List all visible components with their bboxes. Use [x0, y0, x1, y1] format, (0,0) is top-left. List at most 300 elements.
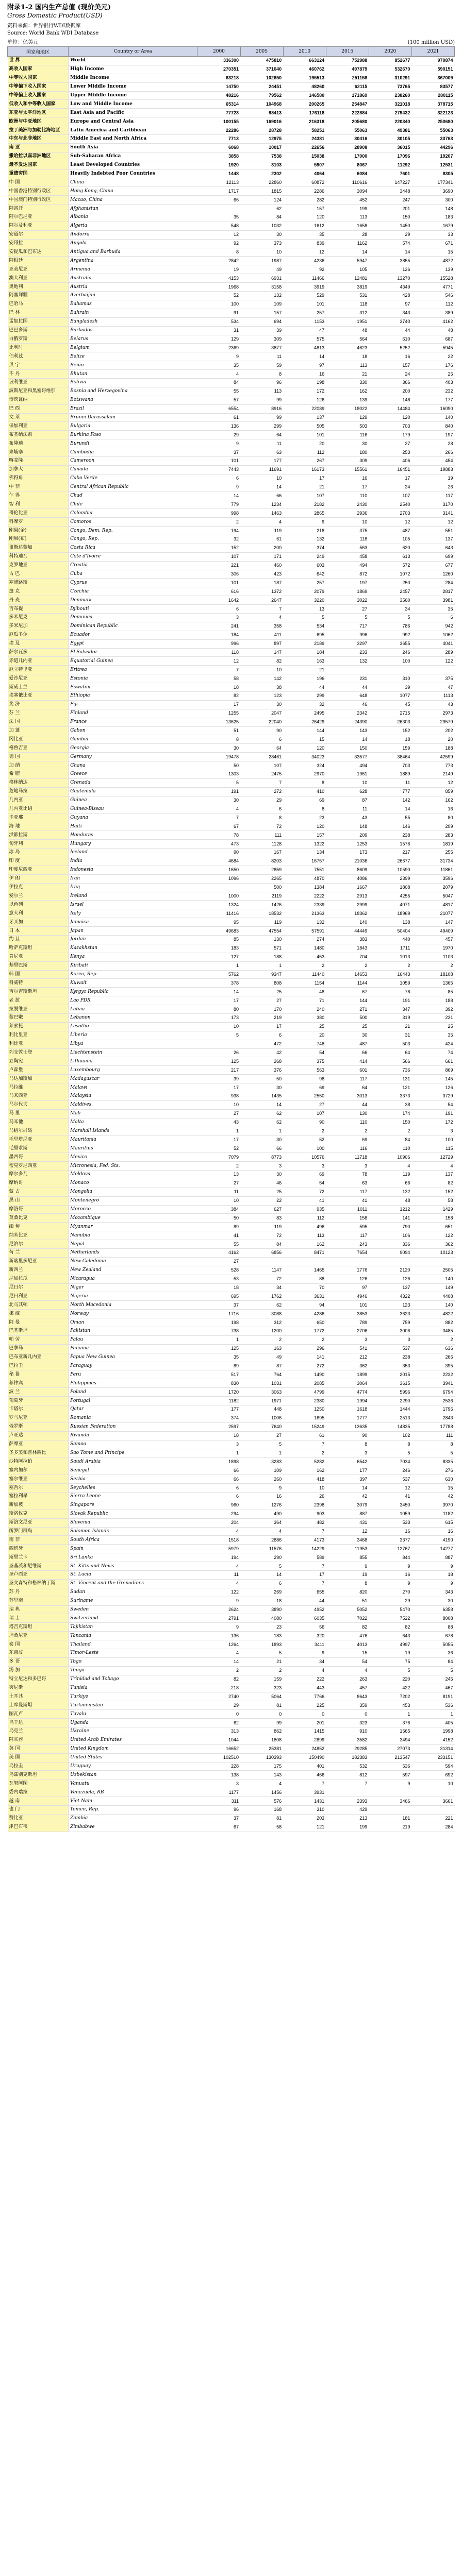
country-name-en: Panama: [69, 1344, 197, 1353]
country-name-en: Bulgaria: [69, 422, 197, 431]
gdp-value-cell: 69: [283, 1083, 326, 1092]
gdp-value-cell: 14: [197, 988, 240, 996]
gdp-value-cell: 589: [283, 1553, 326, 1562]
country-name-cn: 马尔代夫: [8, 1100, 69, 1109]
gdp-value-cell: 2380: [283, 1397, 326, 1405]
table-row: [8, 761, 455, 770]
country-name-cn: 厄瓜多尔: [8, 631, 69, 639]
gdp-value-cell: 120: [369, 413, 411, 422]
gdp-value-cell: 3094: [326, 187, 369, 196]
gdp-value-cell: 126: [369, 265, 411, 274]
gdp-value-cell: 12729: [411, 1153, 454, 1162]
country-name-cn: 赞比亚: [8, 1814, 69, 1823]
gdp-value-cell: 115: [411, 1144, 454, 1153]
gdp-value-cell: 64: [240, 431, 283, 439]
gdp-value-cell: 3: [197, 614, 240, 622]
gdp-value-cell: 610: [369, 335, 411, 344]
gdp-value-cell: 7640: [240, 1422, 283, 1431]
country-name-en: Samoa: [69, 1440, 197, 1449]
gdp-value-cell: 1072: [369, 570, 411, 579]
table-row: [8, 1205, 455, 1214]
gdp-value-cell: 137: [283, 413, 326, 422]
gdp-value-cell: 48: [369, 1196, 411, 1205]
country-name-cn: 新喀里多尼亚: [8, 1257, 69, 1266]
gdp-value-cell: 1: [240, 961, 283, 970]
country-name-en: Latvia: [69, 1005, 197, 1014]
gdp-value-cell: 4952: [283, 1605, 326, 1614]
gdp-value-cell: 44449: [326, 927, 369, 936]
gdp-value-cell: 241: [197, 622, 240, 631]
table-row: [8, 1162, 455, 1171]
gdp-value-cell: 63218: [197, 74, 240, 82]
country-name-cn: 印度尼西亚: [8, 866, 69, 874]
table-row: [8, 535, 455, 544]
gdp-value-cell: 7202: [369, 1692, 411, 1701]
table-row: [8, 1136, 455, 1144]
gdp-value-cell: 72: [240, 1231, 283, 1240]
country-name-en: Japan: [69, 927, 197, 936]
gdp-value-cell: 196: [283, 674, 326, 683]
country-name-en: Europe and Central Asia: [69, 117, 197, 126]
gdp-value-cell: 139: [326, 396, 369, 404]
gdp-value-cell: 3064: [326, 1379, 369, 1388]
country-name-cn: 玻利维亚: [8, 378, 69, 387]
gdp-value-cell: 7022: [326, 1614, 369, 1623]
table-row: [8, 1092, 455, 1100]
gdp-value-cell: 7766: [283, 1692, 326, 1701]
gdp-value-cell: 14: [369, 805, 411, 814]
gdp-value-cell: 243: [326, 1240, 369, 1249]
gdp-value-cell: 517: [197, 1370, 240, 1379]
gdp-value-cell: 187: [240, 579, 283, 587]
table-row: [8, 74, 455, 82]
table-row: [8, 1379, 455, 1388]
table-row: [8, 1292, 455, 1301]
gdp-value-cell: 129: [197, 335, 240, 344]
gdp-value-cell: 4080: [240, 1614, 283, 1623]
gdp-value-cell: 11: [326, 805, 369, 814]
gdp-value-cell: 284: [411, 579, 454, 587]
gdp-value-cell: 1044: [197, 1736, 240, 1744]
gdp-value-cell: 197: [411, 431, 454, 439]
table-row: [8, 483, 455, 492]
country-name-en: Indonesia: [69, 866, 197, 874]
country-name-en: Bahamas: [69, 300, 197, 309]
gdp-value-cell: 1260: [411, 570, 454, 579]
gdp-value-cell: 3661: [411, 1797, 454, 1806]
gdp-value-cell: 22: [240, 1196, 283, 1205]
country-name-cn: 刚果(金): [8, 527, 69, 535]
gdp-value-cell: 157: [240, 309, 283, 317]
country-name-cn: 多米尼加: [8, 622, 69, 631]
country-name-en: Uzbekistan: [69, 1771, 197, 1780]
gdp-value-cell: 249: [283, 552, 326, 561]
gdp-value-cell: 10017: [240, 143, 283, 152]
gdp-value-cell: 2817: [411, 587, 454, 596]
gdp-value-cell: 12767: [369, 1545, 411, 1553]
gdp-value-cell: 1717: [197, 187, 240, 196]
gdp-value-cell: 10576: [283, 1153, 326, 1162]
gdp-value-cell: 3448: [369, 187, 411, 196]
country-name-cn: 瑞 典: [8, 1605, 69, 1614]
country-name-en: United Kingdom: [69, 1744, 197, 1753]
gdp-value-cell: 54: [283, 1048, 326, 1057]
country-name-cn: 坦桑尼亚: [8, 1632, 69, 1640]
gdp-value-cell: 1998: [411, 1727, 454, 1736]
gdp-value-cell: 69: [283, 796, 326, 805]
gdp-value-cell: 2: [240, 1666, 283, 1675]
gdp-value-cell: 28908: [326, 143, 369, 152]
table-row: [8, 796, 455, 805]
gdp-value-cell: 27: [326, 605, 369, 614]
gdp-value-cell: 1899: [326, 1370, 369, 1379]
gdp-value-cell: 529: [283, 292, 326, 300]
gdp-value-cell: 284: [411, 1823, 454, 1832]
gdp-value-cell: 336300: [197, 57, 240, 65]
gdp-value-cell: 5: [240, 1649, 283, 1657]
gdp-value-cell: 78: [326, 1171, 369, 1179]
country-name-en: United States: [69, 1753, 197, 1762]
gdp-value-cell: 16: [411, 805, 454, 814]
gdp-value-cell: 1777: [326, 1414, 369, 1422]
country-name-cn: 格鲁吉亚: [8, 744, 69, 753]
gdp-value-cell: 152: [369, 726, 411, 735]
gdp-value-cell: 687: [411, 335, 454, 344]
gdp-value-cell: 3468: [326, 1536, 369, 1545]
table-row: [8, 1405, 455, 1414]
gdp-value-cell: 147227: [369, 178, 411, 187]
gdp-value-cell: 636: [411, 1344, 454, 1353]
gdp-value-cell: 78: [197, 831, 240, 840]
gdp-value-cell: 4286: [283, 1310, 326, 1318]
gdp-value-cell: 4872: [411, 257, 454, 265]
gdp-value-cell: 310: [283, 1806, 326, 1815]
gdp-value-cell: 2015: [369, 1370, 411, 1379]
table-row: [8, 378, 455, 387]
gdp-value-cell: 12: [369, 518, 411, 527]
gdp-value-cell: 2597: [197, 1422, 240, 1431]
gdp-value-cell: 116: [326, 431, 369, 439]
gdp-value-cell: 4817: [411, 901, 454, 909]
gdp-value-cell: 1255: [197, 709, 240, 718]
gdp-value-cell: 100: [283, 1144, 326, 1153]
gdp-value-cell: 4162: [411, 317, 454, 326]
gdp-value-cell: 31: [197, 326, 240, 335]
gdp-value-cell: 225: [283, 1701, 326, 1710]
gdp-value-cell: 1103: [411, 953, 454, 961]
gdp-value-cell: 198: [197, 1318, 240, 1327]
gdp-value-cell: 126: [326, 1275, 369, 1283]
gdp-value-cell: 195513: [283, 74, 326, 82]
gdp-value-cell: 117: [411, 492, 454, 500]
gdp-value-cell: 120: [283, 822, 326, 831]
gdp-value-cell: 440: [369, 935, 411, 944]
gdp-value-cell: 359: [326, 1701, 369, 1710]
gdp-value-cell: 551: [411, 527, 454, 535]
gdp-value-cell: 970874: [411, 57, 454, 65]
gdp-value-cell: 8067: [326, 161, 369, 170]
gdp-value-cell: 34: [369, 605, 411, 614]
gdp-value-cell: 312: [240, 1318, 283, 1327]
gdp-value-cell: 3655: [369, 639, 411, 648]
gdp-value-cell: 123: [369, 1301, 411, 1310]
gdp-value-cell: 21036: [326, 857, 369, 866]
gdp-value-cell: 872: [326, 570, 369, 579]
country-name-en: Costa Rica: [69, 544, 197, 552]
gdp-value-cell: [411, 1257, 454, 1266]
country-name-en: Haiti: [69, 822, 197, 831]
gdp-value-cell: 89: [197, 1362, 240, 1370]
gdp-value-cell: 759: [369, 1318, 411, 1327]
table-row: [8, 831, 455, 840]
country-name-cn: 阿 曼: [8, 1318, 69, 1327]
table-row: [8, 1249, 455, 1258]
country-name-cn: 拉丁美洲与加勒比海地区: [8, 126, 69, 135]
gdp-value-cell: 5945: [411, 344, 454, 352]
gdp-value-cell: 18022: [326, 404, 369, 413]
table-row: [8, 300, 455, 309]
gdp-value-cell: 26429: [283, 718, 326, 726]
gdp-value-cell: 310291: [369, 74, 411, 82]
gdp-value-cell: 82: [197, 692, 240, 701]
gdp-value-cell: 147: [240, 648, 283, 657]
gdp-value-cell: 8: [283, 778, 326, 787]
gdp-value-cell: [411, 1806, 454, 1815]
gdp-value-cell: 263: [326, 1675, 369, 1684]
gdp-value-cell: 137: [369, 1283, 411, 1292]
gdp-value-cell: 137: [411, 1171, 454, 1179]
table-row: [8, 404, 455, 413]
gdp-value-cell: 119: [240, 1223, 283, 1231]
gdp-value-cell: 24: [369, 483, 411, 492]
gdp-value-cell: 1819: [411, 840, 454, 849]
gdp-value-cell: 7: [240, 778, 283, 787]
country-name-cn: 波 兰: [8, 1388, 69, 1397]
gdp-value-cell: 67: [326, 988, 369, 996]
gdp-value-cell: 9: [197, 483, 240, 492]
gdp-value-cell: 182383: [326, 1753, 369, 1762]
gdp-value-cell: 48216: [197, 91, 240, 100]
country-name-cn: 哥斯达黎加: [8, 544, 69, 552]
gdp-value-cell: 1077: [369, 692, 411, 701]
gdp-value-cell: 44: [369, 326, 411, 335]
country-name-cn: 斐 济: [8, 700, 69, 709]
gdp-value-cell: 19: [197, 265, 240, 274]
country-name-en: Korea, Rep.: [69, 970, 197, 979]
gdp-value-cell: 4: [240, 518, 283, 527]
country-name-en: Guinea: [69, 796, 197, 805]
gdp-value-cell: 109: [240, 300, 283, 309]
gdp-value-cell: 29: [197, 431, 240, 439]
gdp-value-cell: 2: [411, 1335, 454, 1344]
gdp-value-cell: 94: [283, 1301, 326, 1310]
gdp-value-cell: 8: [240, 370, 283, 379]
gdp-value-cell: 5: [369, 1666, 411, 1675]
gdp-value-cell: 661: [411, 1057, 454, 1066]
gdp-value-cell: 9: [411, 1562, 454, 1571]
gdp-value-cell: 141: [283, 1353, 326, 1362]
gdp-value-cell: 2: [197, 1162, 240, 1171]
gdp-value-cell: 424: [411, 1040, 454, 1048]
gdp-value-cell: 422: [369, 1684, 411, 1692]
country-name-en: Serbia: [69, 1475, 197, 1484]
gdp-value-cell: 4064: [283, 170, 326, 178]
gdp-value-cell: 4: [197, 370, 240, 379]
gdp-value-cell: 20: [283, 1031, 326, 1040]
gdp-value-cell: 910: [326, 1727, 369, 1736]
country-name-en: Timor-Leste: [69, 1649, 197, 1657]
country-name-cn: 中 非: [8, 483, 69, 492]
gdp-value-cell: 615: [411, 1518, 454, 1527]
table-row: [8, 448, 455, 457]
gdp-value-cell: 4: [197, 1649, 240, 1657]
gdp-value-cell: 102650: [240, 74, 283, 82]
country-name-en: Mozambique: [69, 1214, 197, 1223]
country-name-cn: 加 蓬: [8, 726, 69, 735]
gdp-value-cell: 130: [326, 1109, 369, 1118]
country-name-en: Luxembourg: [69, 1066, 197, 1075]
gdp-value-cell: 594: [411, 1762, 454, 1771]
gdp-value-cell: 152: [411, 1188, 454, 1196]
gdp-value-cell: 4774: [326, 1388, 369, 1397]
country-name-cn: 丹 麦: [8, 596, 69, 605]
gdp-value-cell: 14653: [326, 970, 369, 979]
gdp-value-cell: 140: [326, 918, 369, 927]
country-name-en: High Income: [69, 65, 197, 74]
table-row: [8, 1640, 455, 1649]
gdp-value-cell: 534: [283, 622, 326, 631]
country-name-cn: 莫桑比克: [8, 1214, 69, 1223]
gdp-value-cell: 18: [411, 1570, 454, 1579]
gdp-table: [7, 46, 455, 1832]
gdp-value-cell: 2189: [283, 639, 326, 648]
gdp-value-cell: 998: [197, 509, 240, 518]
gdp-value-cell: 110: [326, 492, 369, 500]
gdp-value-cell: [240, 1257, 283, 1266]
country-name-cn: 克罗地亚: [8, 561, 69, 570]
table-row: [8, 840, 455, 849]
gdp-value-cell: [197, 1040, 240, 1048]
gdp-value-cell: 21077: [411, 909, 454, 918]
country-name-cn: 中等收入国家: [8, 74, 69, 82]
table-row: [8, 1475, 455, 1484]
country-name-cn: 低收入和中等收入国家: [8, 100, 69, 109]
country-name-cn: 东亚与太平洋地区: [8, 109, 69, 117]
gdp-value-cell: 10: [326, 518, 369, 527]
gdp-value-cell: 677: [411, 561, 454, 570]
gdp-value-cell: 21363: [283, 909, 326, 918]
table-row: [8, 787, 455, 796]
gdp-value-cell: 17: [326, 483, 369, 492]
gdp-value-cell: 627: [240, 1205, 283, 1214]
table-row: [8, 570, 455, 579]
gdp-value-cell: 6: [240, 735, 283, 744]
gdp-value-cell: 13625: [197, 718, 240, 726]
gdp-value-cell: 12113: [197, 178, 240, 187]
gdp-value-cell: 138: [197, 1771, 240, 1780]
country-name-cn: 马达加斯加: [8, 1075, 69, 1083]
gdp-value-cell: 6856: [240, 1249, 283, 1258]
country-name-en: Trinidad and Tobago: [69, 1675, 197, 1684]
gdp-value-cell: 374: [283, 544, 326, 552]
gdp-value-cell: 8: [369, 1440, 411, 1449]
gdp-value-cell: 1448: [197, 170, 240, 178]
gdp-value-cell: 4: [197, 1579, 240, 1588]
gdp-value-cell: 118: [326, 535, 369, 544]
unit-label-en: (100 million USD): [407, 40, 455, 45]
gdp-value-cell: 8305: [411, 170, 454, 178]
gdp-value-cell: 13635: [326, 1422, 369, 1431]
gdp-value-cell: 9: [240, 1484, 283, 1493]
gdp-value-cell: 7079: [197, 1153, 240, 1162]
gdp-value-cell: 7538: [240, 152, 283, 161]
gdp-value-cell: 42: [411, 1492, 454, 1501]
gdp-value-cell: 17: [197, 1083, 240, 1092]
gdp-value-cell: 703: [369, 761, 411, 770]
gdp-value-cell: 107: [240, 761, 283, 770]
gdp-value-cell: 3297: [326, 639, 369, 648]
table-row: [8, 735, 455, 744]
gdp-value-cell: 51: [197, 726, 240, 735]
gdp-value-cell: 311: [197, 1797, 240, 1806]
gdp-value-cell: 17: [197, 1136, 240, 1144]
gdp-value-cell: 38: [240, 683, 283, 692]
gdp-value-cell: 942: [411, 622, 454, 631]
country-name-cn: 安道尔: [8, 230, 69, 239]
gdp-value-cell: 47554: [240, 927, 283, 936]
gdp-value-cell: 1920: [197, 161, 240, 170]
gdp-value-cell: 43: [411, 700, 454, 709]
table-row: [8, 1771, 455, 1780]
country-name-en: Poland: [69, 1388, 197, 1397]
gdp-value-cell: 16: [411, 1527, 454, 1536]
table-row: [8, 518, 455, 527]
gdp-value-cell: 30: [326, 439, 369, 448]
table-row: [8, 1335, 455, 1344]
gdp-value-cell: 50: [197, 761, 240, 770]
gdp-value-cell: 66: [326, 1048, 369, 1057]
gdp-value-cell: 1250: [283, 1405, 326, 1414]
gdp-value-cell: 2624: [197, 1605, 240, 1614]
gdp-value-cell: 6358: [411, 1605, 454, 1614]
gdp-value-cell: 41: [283, 1196, 326, 1205]
gdp-value-cell: 12: [411, 778, 454, 787]
gdp-value-cell: 24451: [240, 82, 283, 91]
gdp-value-cell: 490: [240, 1510, 283, 1518]
gdp-value-cell: 3494: [369, 1736, 411, 1744]
gdp-value-cell: 136: [197, 1632, 240, 1640]
country-name-cn: 卢森堡: [8, 1066, 69, 1075]
gdp-value-cell: 46: [326, 700, 369, 709]
country-name-en: Hong Kong, China: [69, 187, 197, 196]
country-name-en: Lower Middle Income: [69, 82, 197, 91]
gdp-value-cell: 2513: [369, 1414, 411, 1422]
gdp-value-cell: 179: [369, 431, 411, 439]
gdp-value-cell: 82: [369, 1623, 411, 1632]
gdp-value-cell: 72: [240, 822, 283, 831]
gdp-value-cell: 4: [240, 1780, 283, 1788]
gdp-value-cell: 61: [283, 1431, 326, 1440]
gdp-value-cell: 2540: [369, 500, 411, 509]
table-row: [8, 849, 455, 857]
gdp-value-cell: 411: [240, 631, 283, 639]
country-name-cn: 乌干达: [8, 1719, 69, 1727]
gdp-value-cell: 10123: [411, 1249, 454, 1258]
gdp-value-cell: 102: [369, 1431, 411, 1440]
country-name-cn: 塞拉利昂: [8, 1492, 69, 1501]
gdp-value-cell: 405: [411, 1719, 454, 1727]
gdp-value-cell: 80: [411, 814, 454, 822]
